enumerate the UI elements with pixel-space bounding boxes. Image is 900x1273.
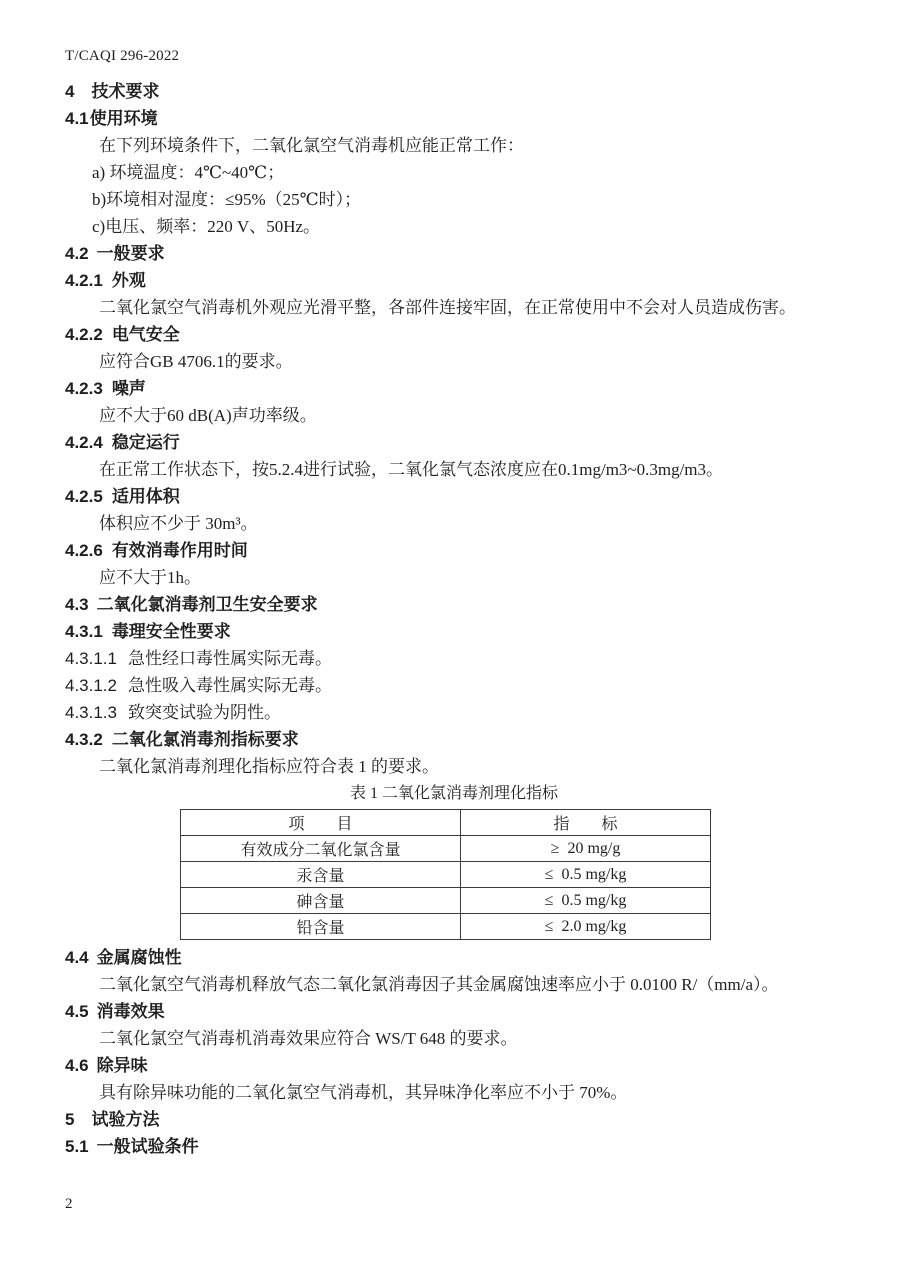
heading-4-6	[65, 1056, 843, 1076]
heading-4-3	[65, 595, 843, 615]
heading-text: 适用体积	[111, 487, 180, 506]
heading-text: 使用环境	[89, 109, 158, 128]
table-row	[181, 888, 711, 914]
clause-number: 4.2	[65, 244, 89, 263]
paragraph: 二氧化氯空气消毒机释放气态二氧化氯消毒因子其金属腐蚀速率应小于 0.0100 R/（mm/a）。	[99, 975, 779, 994]
table-cell-value: ≤ 0.5 mg/kg	[461, 888, 711, 914]
clause-number: 4.3.2	[65, 730, 103, 749]
heading-text: 电气安全	[111, 325, 180, 344]
clause-number: 4.3.1.3	[65, 703, 117, 722]
table-header-row	[181, 810, 711, 836]
heading-text: 试验方法	[91, 1110, 160, 1129]
table-cell-item: 汞含量	[181, 862, 461, 888]
heading-text: 一般试验条件	[96, 1137, 199, 1156]
clause-number: 4.4	[65, 948, 89, 967]
document-content	[65, 82, 843, 1164]
table-cell-item: 铅含量	[181, 914, 461, 940]
column-header-value: 指 标	[461, 810, 711, 836]
heading-5	[65, 1110, 843, 1130]
table-cell-item: 砷含量	[181, 888, 461, 914]
clause-number: 4.3.1	[65, 622, 103, 641]
heading-text: 一般要求	[96, 244, 165, 263]
paragraph: 体积应不少于 30m³。	[99, 514, 258, 533]
heading-text: 二氧化氯消毒剂卫生安全要求	[96, 595, 318, 614]
heading-text: 有效消毒作用时间	[111, 541, 248, 560]
list-item-b: b)环境相对湿度：≤95%（25℃时）；	[92, 190, 362, 209]
clause-number: 4.6	[65, 1056, 89, 1075]
heading-4-2-6	[65, 541, 843, 561]
heading-4-4	[65, 948, 843, 968]
paragraph: 应符合GB 4706.1的要求。	[99, 352, 293, 371]
table-cell-value: ≥ 20 mg/g	[461, 836, 711, 862]
paragraph: 二氧化氯消毒剂理化指标应符合表 1 的要求。	[99, 757, 439, 776]
column-header-item: 项 目	[181, 810, 461, 836]
heading-text: 稳定运行	[111, 433, 180, 452]
paragraph: 在下列环境条件下，二氧化氯空气消毒机应能正常工作：	[99, 136, 524, 155]
clause-number: 5.1	[65, 1137, 89, 1156]
clause-number: 4.2.5	[65, 487, 103, 506]
heading-5-1	[65, 1137, 843, 1157]
table-cell-item: 有效成分二氧化氯含量	[181, 836, 461, 862]
clause-number: 4.2.2	[65, 325, 103, 344]
heading-text: 消毒效果	[96, 1002, 165, 1021]
paragraph: 在正常工作状态下，按5.2.4进行试验，二氧化氯气态浓度应在0.1mg/m3~0.3mg/m3。	[99, 460, 724, 479]
heading-4-2-2	[65, 325, 843, 345]
table-row	[181, 862, 711, 888]
heading-4-2-5	[65, 487, 843, 507]
table-cell-value: ≤ 2.0 mg/kg	[461, 914, 711, 940]
heading-4-2-4	[65, 433, 843, 453]
paragraph: 二氧化氯空气消毒机消毒效果应符合 WS/T 648 的要求。	[99, 1029, 518, 1048]
heading-text: 二氧化氯消毒剂指标要求	[111, 730, 299, 749]
paragraph: 具有除异味功能的二氧化氯空气消毒机，其异味净化率应不小于 70%。	[99, 1083, 628, 1102]
heading-4-5	[65, 1002, 843, 1022]
page-number: 2	[65, 1196, 73, 1212]
paragraph: 二氧化氯空气消毒机外观应光滑平整，各部件连接牢固，在正常使用中不会对人员造成伤害。	[99, 298, 796, 317]
list-item-a: a) 环境温度：4℃~40℃；	[92, 163, 285, 182]
clause-number: 4.2.1	[65, 271, 103, 290]
table-cell-value: ≤ 0.5 mg/kg	[461, 862, 711, 888]
standard-number: T/CAQI 296-2022	[65, 48, 180, 64]
table-caption: 表 1 二氧化氯消毒剂理化指标	[349, 785, 558, 802]
heading-4-3-2	[65, 730, 843, 750]
clause-number: 4.2.6	[65, 541, 103, 560]
clause-number: 4.1	[65, 109, 89, 128]
paragraph: 应不大于1h。	[99, 568, 201, 587]
heading-text: 外观	[111, 271, 146, 290]
clause-text: 急性经口毒性属实际无毒。	[128, 649, 332, 668]
table-1	[180, 809, 711, 940]
heading-text: 技术要求	[91, 82, 160, 101]
clause-number: 4.2.3	[65, 379, 103, 398]
clause-number: 5	[65, 1110, 75, 1129]
heading-4-1	[65, 109, 843, 129]
clause-number: 4.3.1.1	[65, 649, 117, 668]
clause-4-3-1-2	[65, 676, 843, 696]
clause-number: 4.5	[65, 1002, 89, 1021]
clause-4-3-1-3	[65, 703, 843, 723]
clause-text: 急性吸入毒性属实际无毒。	[128, 676, 332, 695]
clause-number: 4.3.1.2	[65, 676, 117, 695]
heading-text: 噪声	[111, 379, 146, 398]
clause-text: 致突变试验为阴性。	[128, 703, 281, 722]
clause-number: 4	[65, 82, 75, 101]
heading-text: 金属腐蚀性	[96, 948, 182, 967]
paragraph: 应不大于60 dB(A)声功率级。	[99, 406, 317, 425]
heading-4-2-1	[65, 271, 843, 291]
heading-4	[65, 82, 843, 102]
heading-4-2-3	[65, 379, 843, 399]
clause-number: 4.3	[65, 595, 89, 614]
table-row	[181, 914, 711, 940]
heading-4-2	[65, 244, 843, 264]
heading-text: 除异味	[96, 1056, 148, 1075]
heading-text: 毒理安全性要求	[111, 622, 231, 641]
clause-4-3-1-1	[65, 649, 843, 669]
list-item-c: c)电压、频率：220 V、50Hz。	[92, 217, 321, 236]
clause-number: 4.2.4	[65, 433, 103, 452]
heading-4-3-1	[65, 622, 843, 642]
table-row	[181, 836, 711, 862]
